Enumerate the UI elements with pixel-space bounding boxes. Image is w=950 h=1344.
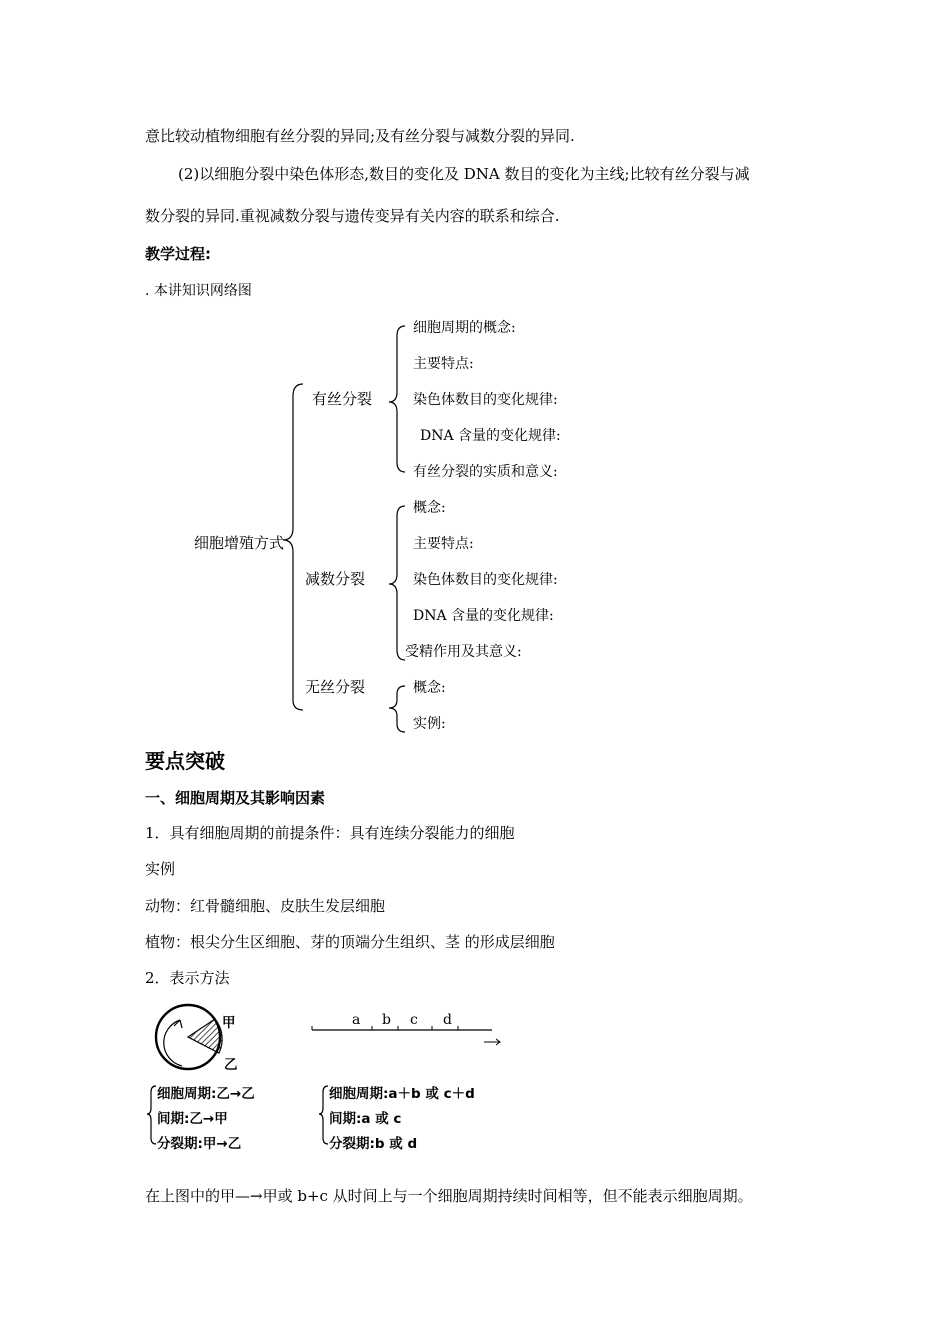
- amitosis-item: 实例:: [413, 716, 446, 732]
- network-root: 细胞增殖方式: [194, 534, 285, 552]
- mitosis-item: DNA 含量的变化规律:: [420, 428, 561, 444]
- label-yi: 乙: [224, 1057, 238, 1073]
- meiosis-item: 概念:: [413, 500, 446, 516]
- branch-amitosis: 无丝分裂: [305, 678, 366, 696]
- process-heading: 教学过程:: [145, 245, 211, 263]
- meiosis-item: 主要特点:: [413, 536, 474, 552]
- body-paragraph: 动物：红骨髓细胞、皮肤生发层细胞: [145, 897, 386, 915]
- right-legend-item: 分裂期:b 或 d: [329, 1136, 418, 1152]
- timeline-label: b: [382, 1012, 391, 1028]
- meiosis-item: DNA 含量的变化规律:: [413, 608, 554, 624]
- mitosis-item: 有丝分裂的实质和意义:: [413, 464, 558, 480]
- right-legend-brace: [319, 1086, 328, 1144]
- intro-line-2: (2)以细胞分裂中染色体形态,数目的变化及 DNA 数目的变化为主线;比较有丝分裂与减: [178, 165, 750, 183]
- label-jia: 甲: [222, 1015, 236, 1031]
- branch-mitosis: 有丝分裂: [312, 390, 373, 408]
- amitosis-item: 概念:: [413, 680, 446, 696]
- meiosis-item: 染色体数目的变化规律:: [413, 572, 558, 588]
- key-points-heading: 要点突破: [145, 749, 225, 773]
- mitosis-item: 主要特点:: [413, 356, 474, 372]
- network-title: . 本讲知识网络图: [145, 283, 252, 299]
- right-legend-item: 细胞周期:a＋b 或 c＋d: [329, 1086, 475, 1102]
- body-paragraph: 实例: [145, 860, 176, 878]
- body-paragraph: 2．表示方法: [145, 969, 230, 987]
- intro-line-1: 意比较动植物细胞有丝分裂的异同;及有丝分裂与减数分裂的异同.: [145, 127, 575, 145]
- intro-line-3: 数分裂的异同.重视减数分裂与遗传变异有关内容的联系和综合.: [145, 207, 560, 225]
- mitosis-item: 染色体数目的变化规律:: [413, 392, 558, 408]
- timeline-label: d: [443, 1012, 452, 1028]
- timeline-label: c: [410, 1012, 418, 1028]
- left-legend-item: 分裂期:甲→乙: [157, 1136, 242, 1152]
- branch-meiosis: 减数分裂: [305, 570, 366, 588]
- mitosis-item: 细胞周期的概念:: [413, 320, 516, 336]
- left-legend-item: 细胞周期:乙→乙: [157, 1086, 255, 1102]
- section-1-heading: 一、细胞周期及其影响因素: [145, 789, 326, 807]
- timeline-label: a: [352, 1012, 361, 1028]
- left-legend-item: 间期:乙→甲: [157, 1111, 228, 1127]
- body-paragraph: 植物：根尖分生区细胞、芽的顶端分生组织、茎 的形成层细胞: [145, 933, 555, 951]
- meiosis-item: 受精作用及其意义:: [405, 644, 522, 660]
- body-paragraph: 1．具有细胞周期的前提条件：具有连续分裂能力的细胞: [145, 824, 515, 842]
- right-legend-item: 间期:a 或 c: [329, 1111, 402, 1127]
- left-legend-brace: [147, 1086, 156, 1144]
- conclusion-paragraph: 在上图中的甲—→甲或 b+c 从时间上与一个细胞周期持续时间相等，但不能表示细胞周期。: [145, 1187, 753, 1205]
